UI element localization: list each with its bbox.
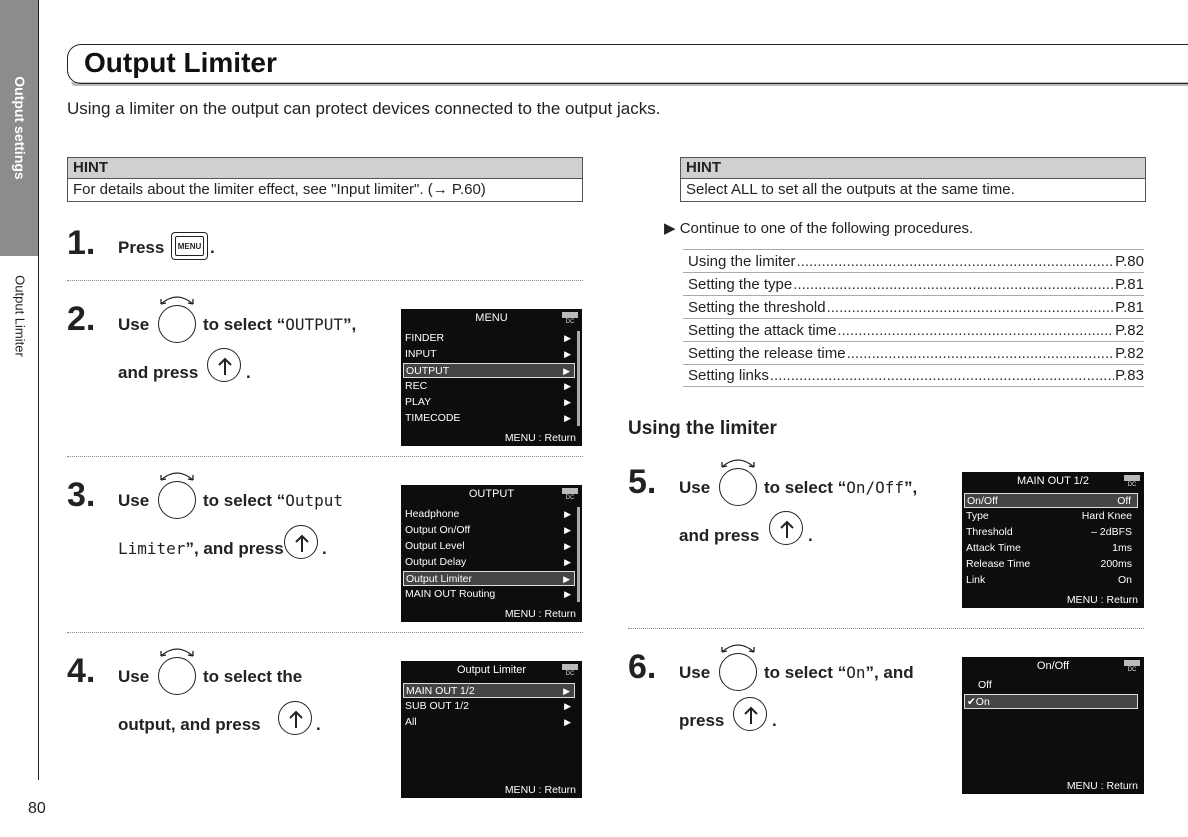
step-text: Press <box>118 238 165 257</box>
dial-icon <box>158 305 196 343</box>
continue-instruction: ▶ Continue to one of the following procedures. <box>664 220 974 237</box>
step-end: . <box>772 711 777 730</box>
leader-dots <box>793 276 1114 293</box>
procedure-label: Setting the release time <box>688 344 846 362</box>
lcd-menu-item <box>403 379 575 394</box>
dial-icon <box>158 657 196 695</box>
step-close: ”, <box>343 315 357 334</box>
step-item: On/Off <box>846 478 904 497</box>
lcd-menu-item <box>403 507 575 522</box>
lcd-item-label: REC <box>405 380 428 392</box>
lcd-menu-item <box>403 699 575 714</box>
battery-icon: DC <box>561 312 579 327</box>
hint-box-left <box>67 157 583 202</box>
chevron-right-icon: ▶ <box>564 557 571 567</box>
leader-dots <box>827 299 1114 316</box>
step-close: ”, <box>904 478 918 497</box>
sidebar-section-label-wrap <box>0 256 39 386</box>
lcd-item-label: TIMECODE <box>405 412 461 424</box>
lcd-item-label: FINDER <box>405 332 445 344</box>
chevron-right-icon: ▶ <box>564 701 571 711</box>
chevron-right-icon: ▶ <box>564 397 571 407</box>
dial-icon <box>158 481 196 519</box>
chevron-right-icon: ▶ <box>564 541 571 551</box>
step-close: ”, and press <box>185 539 284 558</box>
lcd-item-label: MAIN OUT 1/2 <box>406 685 475 697</box>
leader-dots <box>847 345 1114 362</box>
lcd-menu-item <box>403 347 575 362</box>
lcd-item-label: Headphone <box>405 508 460 520</box>
chevron-right-icon: ▶ <box>564 525 571 535</box>
step-use: Use <box>118 491 150 510</box>
lcd-footer: MENU : Return <box>504 432 576 444</box>
procedure-label: Setting the attack time <box>688 321 837 339</box>
step-close: ”, and <box>865 663 914 682</box>
lcd-menu-item-selected <box>403 683 575 698</box>
step-item: Output <box>285 491 343 510</box>
battery-icon: DC <box>1123 660 1141 675</box>
step-end: . <box>808 526 813 545</box>
lcd-item-label: OUTPUT <box>406 365 450 377</box>
push-dial-icon <box>284 525 318 559</box>
chevron-right-icon: ▶ <box>564 381 571 391</box>
divider <box>67 632 583 633</box>
leader-dots <box>797 253 1115 270</box>
divider <box>67 456 583 457</box>
menu-button-icon <box>171 232 208 260</box>
lcd-menu-item-selected <box>403 571 575 586</box>
divider <box>67 280 583 281</box>
procedure-page: P.81 <box>1115 298 1144 316</box>
lcd-menu-item <box>403 395 575 410</box>
leader-dots <box>837 322 1114 339</box>
battery-icon: DC <box>561 488 579 503</box>
procedure-list-item <box>683 295 1144 318</box>
step-use: Use <box>118 315 150 334</box>
lcd-option-label: Off <box>978 679 992 691</box>
step-select <box>764 663 914 683</box>
lcd-footer: MENU : Return <box>504 608 576 620</box>
procedure-page: P.82 <box>1115 344 1144 362</box>
hint-body: For details about the limiter effect, see "Input limiter". (→ P.60) <box>73 181 486 198</box>
step-number: 2. <box>67 300 96 338</box>
procedure-list <box>683 249 1144 387</box>
lcd-setting-value: Off <box>1117 495 1131 507</box>
step-item: OUTPUT <box>285 315 343 334</box>
step-line2 <box>118 539 284 559</box>
lcd-setting-row <box>964 541 1138 556</box>
lcd-setting-value: Hard Knee <box>1081 510 1132 522</box>
procedure-label: Setting links <box>688 367 769 384</box>
lcd-screen-output <box>401 485 582 622</box>
hint-box-right <box>680 157 1146 202</box>
lcd-footer: MENU : Return <box>1066 594 1138 606</box>
lcd-screen-main-out <box>962 472 1144 608</box>
lcd-item-label: INPUT <box>405 348 437 360</box>
procedure-label: Using the limiter <box>688 252 796 270</box>
lcd-option-selected <box>964 694 1138 709</box>
step-select: to select the <box>203 667 303 686</box>
lcd-menu-item-selected <box>403 363 575 378</box>
step-number: 1. <box>67 224 96 262</box>
chevron-right-icon: ▶ <box>563 366 570 376</box>
step-number: 3. <box>67 476 96 514</box>
step-number: 6. <box>628 648 657 686</box>
lcd-setting-row <box>964 557 1138 572</box>
lcd-scrollbar <box>577 331 580 426</box>
lcd-title: MAIN OUT 1/2 <box>1017 475 1089 487</box>
dial-icon <box>719 468 757 506</box>
lcd-setting-value: On <box>1117 574 1132 586</box>
divider <box>628 628 1144 629</box>
lcd-item-label: All <box>405 716 417 728</box>
lcd-title: MENU <box>475 312 508 324</box>
lcd-screen-on-off <box>962 657 1144 794</box>
lcd-menu-item <box>403 331 575 346</box>
step-use: Use <box>679 478 711 497</box>
lcd-setting-value: – 2dBFS <box>1091 526 1132 538</box>
chevron-right-icon: ▶ <box>563 686 570 696</box>
hint-heading: HINT <box>68 158 582 179</box>
chevron-right-icon: ▶ <box>564 589 571 599</box>
chevron-right-icon: ▶ <box>564 333 571 343</box>
sidebar-divider <box>38 0 39 780</box>
page-title: Output Limiter <box>84 47 277 78</box>
lcd-option-label: ✔On <box>967 696 990 708</box>
procedure-list-item <box>683 341 1144 364</box>
step-select-text: to select “ <box>203 491 286 510</box>
lcd-item-label: MAIN OUT Routing <box>405 588 496 600</box>
step-use: Use <box>118 667 150 686</box>
lcd-setting-label: Attack Time <box>966 542 1021 554</box>
step-end: . <box>210 238 215 257</box>
lcd-menu-item <box>403 411 575 426</box>
procedure-page: P.82 <box>1115 321 1144 339</box>
battery-icon: DC <box>561 664 579 679</box>
step-end: . <box>322 539 327 558</box>
step-select <box>764 478 917 498</box>
lcd-setting-value: 1ms <box>1112 542 1132 554</box>
hint-heading: HINT <box>681 158 1145 179</box>
push-dial-icon <box>769 511 803 545</box>
menu-button-label: MENU <box>177 241 202 251</box>
lcd-item-label: Output Level <box>405 540 465 552</box>
step-use: Use <box>679 663 711 682</box>
lcd-setting-row <box>964 525 1138 540</box>
push-dial-icon <box>278 701 312 735</box>
chevron-right-icon: ▶ <box>564 717 571 727</box>
lcd-footer: MENU : Return <box>504 784 576 796</box>
lcd-menu-item <box>403 587 575 602</box>
lcd-menu-item <box>403 555 575 570</box>
step-select-text: to select “ <box>764 663 847 682</box>
procedure-list-item <box>683 318 1144 341</box>
lcd-item-label: SUB OUT 1/2 <box>405 700 469 712</box>
step-and-press: and press <box>679 526 760 545</box>
step-number: 4. <box>67 652 96 690</box>
lcd-menu-item <box>403 539 575 554</box>
step-and-press: and press <box>118 363 199 382</box>
intro-text: Using a limiter on the output can protect devices connected to the output jacks. <box>67 99 661 118</box>
step-number: 5. <box>628 463 657 501</box>
hint-body: Select ALL to set all the outputs at the same time. <box>686 181 1015 198</box>
procedure-label: Setting the threshold <box>688 298 826 316</box>
sidebar-tab-label: Output settings <box>11 76 28 180</box>
lcd-menu-item <box>403 715 575 730</box>
page-number: 80 <box>28 800 46 817</box>
dial-icon <box>719 653 757 691</box>
procedure-list-item <box>683 272 1144 295</box>
step-line2: output, and press <box>118 715 261 734</box>
battery-icon: DC <box>1123 475 1141 490</box>
lcd-setting-label: Type <box>966 510 989 522</box>
lcd-title: On/Off <box>1036 660 1070 672</box>
push-dial-icon <box>733 697 767 731</box>
lcd-item-label: Output Limiter <box>406 573 472 585</box>
step-end: . <box>316 715 321 734</box>
chevron-right-icon: ▶ <box>563 574 570 584</box>
procedure-list-item <box>683 364 1144 387</box>
lcd-setting-row <box>964 509 1138 524</box>
lcd-title: OUTPUT <box>468 488 515 500</box>
lcd-footer: MENU : Return <box>1066 780 1138 792</box>
lcd-menu-item <box>403 523 575 538</box>
step-select <box>203 491 343 511</box>
lcd-setting-label: Link <box>966 574 986 586</box>
lcd-scrollbar <box>577 507 580 602</box>
lcd-setting-label: Threshold <box>966 526 1013 538</box>
step-select <box>203 315 356 335</box>
section-subheading: Using the limiter <box>628 418 777 439</box>
chevron-right-icon: ▶ <box>564 349 571 359</box>
procedure-list-item <box>683 249 1144 272</box>
lcd-screen-output-limiter <box>401 661 582 798</box>
lcd-option <box>964 678 1138 693</box>
lcd-screen-menu <box>401 309 582 446</box>
chevron-right-icon: ▶ <box>564 413 571 423</box>
step-end: . <box>246 363 251 382</box>
sidebar-section-label: Output Limiter <box>12 275 27 357</box>
lcd-item-label: Output Delay <box>405 556 467 568</box>
step-item: On <box>846 663 866 682</box>
lcd-title: Output Limiter <box>456 664 527 676</box>
procedure-page: P.83 <box>1115 367 1144 384</box>
leader-dots <box>770 367 1114 384</box>
push-dial-icon <box>207 348 241 382</box>
step-select-text: to select “ <box>764 478 847 497</box>
procedure-label: Setting the type <box>688 275 793 293</box>
sidebar-tab-label-wrap <box>0 0 39 256</box>
step-item: Limiter <box>118 539 186 558</box>
lcd-setting-row <box>964 573 1138 588</box>
lcd-item-label: PLAY <box>405 396 432 408</box>
lcd-item-label: Output On/Off <box>405 524 471 536</box>
procedure-page: P.81 <box>1115 275 1144 293</box>
step-select-text: to select “ <box>203 315 286 334</box>
lcd-setting-label: Release Time <box>966 558 1031 570</box>
lcd-setting-label: On/Off <box>967 495 998 507</box>
step-press: press <box>679 711 725 730</box>
lcd-setting-value: 200ms <box>1100 558 1132 570</box>
lcd-setting-row-selected <box>964 493 1138 508</box>
chevron-right-icon: ▶ <box>564 509 571 519</box>
procedure-page: P.80 <box>1115 252 1144 270</box>
